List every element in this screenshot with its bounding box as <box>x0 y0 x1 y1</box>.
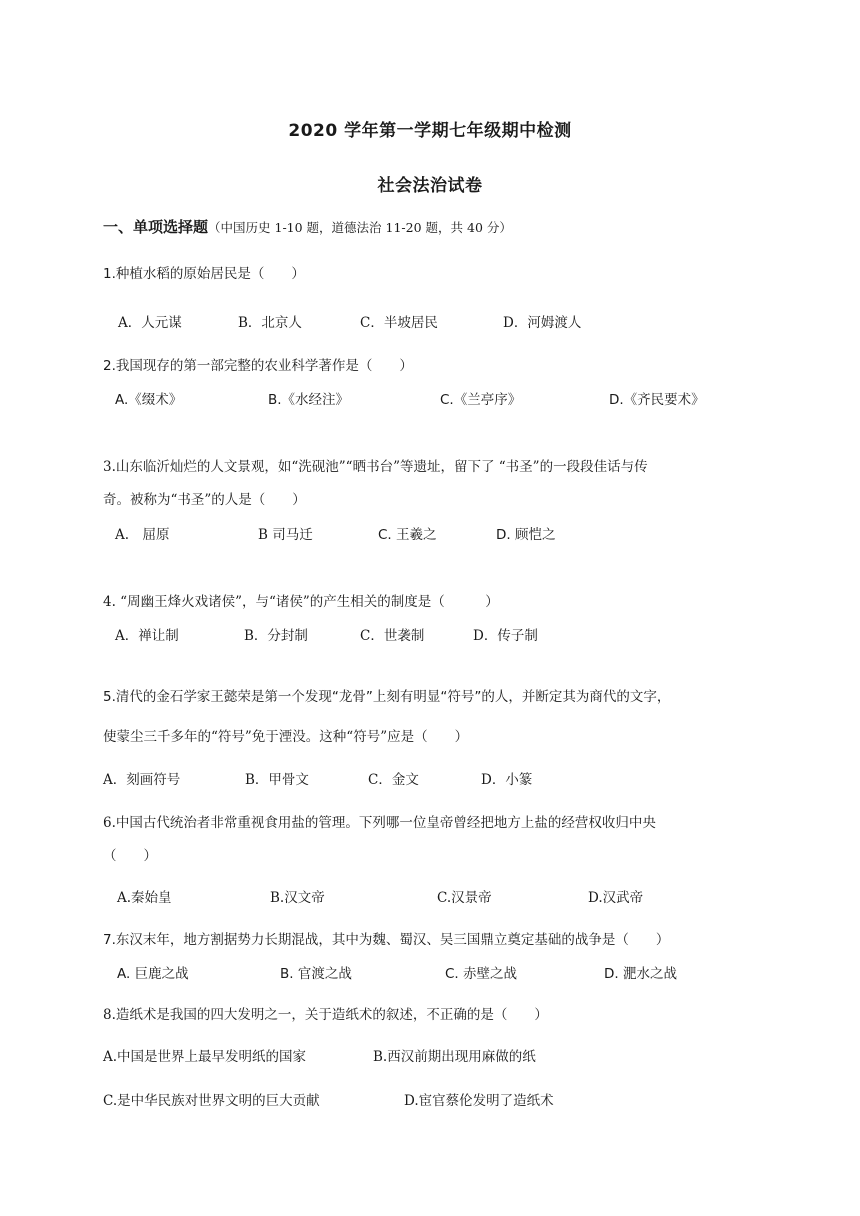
section-heading-line <box>103 217 768 238</box>
question-6-option-b: B.汉文帝 <box>270 890 325 906</box>
question-7-option-d: D. 淝水之战 <box>604 966 677 982</box>
question-7-option-c: C. 赤壁之战 <box>445 966 518 982</box>
question-3-option-a: A. 屈原 <box>115 527 170 543</box>
question-5-option-a: A．刻画符号 <box>103 772 181 788</box>
question-2-option-b: B.《水经注》 <box>268 392 350 408</box>
question-7-option-a: A. 巨鹿之战 <box>117 966 189 982</box>
question-4-option-b: B．分封制 <box>244 628 308 644</box>
question-6-stem-line-2: （ ） <box>103 848 157 864</box>
question-6-option-d: D.汉武帝 <box>588 890 644 906</box>
question-8-option-c: C.是中华民族对世界文明的巨大贡献 <box>103 1093 320 1109</box>
question-3-option-b: B 司马迁 <box>258 527 313 543</box>
question-1-option-c: C．半坡居民 <box>360 315 438 331</box>
question-7-stem: 7.东汉末年，地方割据势力长期混战，其中为魏、蜀汉、吴三国鼎立奠定基础的战争是（ ） <box>103 932 670 948</box>
question-7-option-b: B. 官渡之战 <box>280 966 352 982</box>
question-2-stem: 2.我国现存的第一部完整的农业科学著作是（ ） <box>103 358 413 374</box>
question-5-option-b: B．甲骨文 <box>245 772 309 788</box>
question-3-stem-line-1: 3.山东临沂灿烂的人文景观，如“洗砚池”“晒书台”等遗址，留下了 “书圣”的一段段佳话与传 <box>103 459 648 475</box>
question-1-option-a: A．人元谋 <box>118 315 182 331</box>
question-5-stem-line-1: 5.清代的金石学家王懿荣是第一个发现“龙骨”上刻有明显“符号”的人，并断定其为商代的文字， <box>103 689 671 705</box>
question-8-option-d: D.宦官蔡伦发明了造纸术 <box>404 1093 554 1109</box>
question-6-stem-line-1: 6.中国古代统治者非常重视食用盐的管理。下列哪一位皇帝曾经把地方上盐的经营权收归中央 <box>103 815 656 831</box>
question-3-option-d: D. 顾恺之 <box>496 527 556 543</box>
exam-title: 2020 学年第一学期七年级期中检测 <box>288 121 572 141</box>
question-3-stem-line-2: 奇。被称为“书圣”的人是（ ） <box>103 492 306 508</box>
question-2-option-c: C.《兰亭序》 <box>440 392 522 408</box>
question-4-option-d: D．传子制 <box>473 628 538 644</box>
question-4-option-a: A．禅让制 <box>115 628 179 644</box>
question-4-stem: 4. “周幽王烽火戏诸侯”，与“诸侯”的产生相关的制度是（ ） <box>103 594 499 610</box>
question-1-stem: 1.种植水稻的原始居民是（ ） <box>103 266 305 282</box>
question-8-stem: 8.造纸术是我国的四大发明之一，关于造纸术的叙述，不正确的是（ ） <box>103 1007 548 1023</box>
question-8-option-b: B.西汉前期出现用麻做的纸 <box>373 1049 536 1065</box>
question-3-option-c: C. 王羲之 <box>378 527 437 543</box>
section-heading: 一、单项选择题 <box>103 218 209 236</box>
question-5-option-d: D．小篆 <box>481 772 533 788</box>
question-2-option-a: A.《缀术》 <box>115 392 183 408</box>
question-8-option-a: A.中国是世界上最早发明纸的国家 <box>103 1049 307 1065</box>
question-5-option-c: C．金文 <box>368 772 419 788</box>
question-5-stem-line-2: 使蒙尘三千多年的“符号”免于湮没。这种“符号”应是（ ） <box>103 729 469 745</box>
question-4-option-c: C．世袭制 <box>360 628 425 644</box>
question-6-option-a: A.秦始皇 <box>117 890 172 906</box>
question-6-option-c: C.汉景帝 <box>437 890 492 906</box>
question-1-option-d: D．河姆渡人 <box>503 315 582 331</box>
exam-subtitle: 社会法治试卷 <box>377 176 483 196</box>
question-1-option-b: B．北京人 <box>238 315 302 331</box>
question-2-option-d: D.《齐民要术》 <box>609 392 705 408</box>
section-note: （中国历史 1-10 题，道德法治 11-20 题，共 40 分） <box>208 220 512 235</box>
